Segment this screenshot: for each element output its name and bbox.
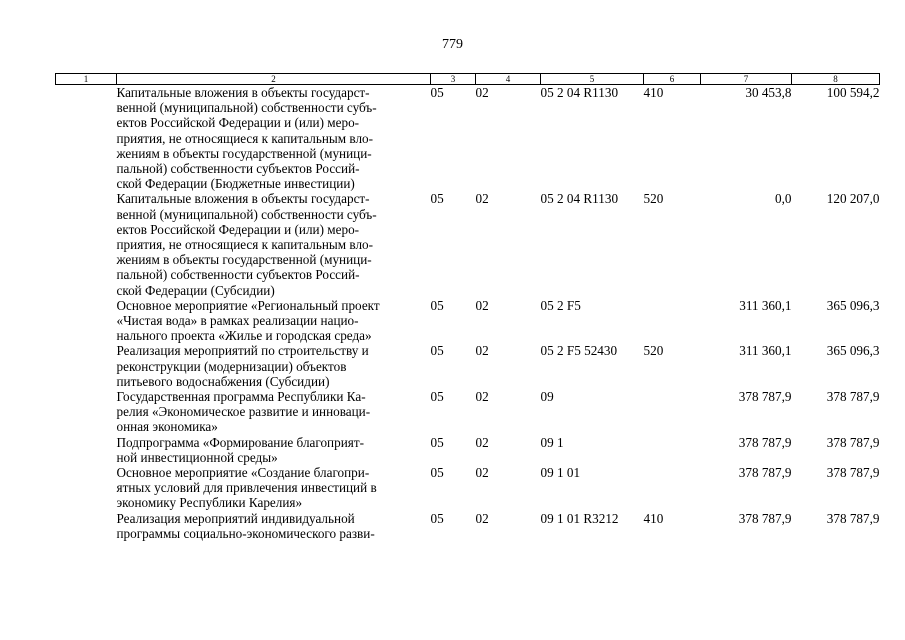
cell-section: 05 — [430, 343, 444, 359]
name-line: ектов Российской Федерации и (или) меро- — [116, 115, 360, 131]
name-line: нального проекта «Жилье и городская среда» — [116, 328, 372, 344]
cell-amount-year-1: 378 787,9 — [738, 434, 792, 450]
cell-amount-year-1: 378 787,9 — [738, 465, 792, 481]
name-line: Основное мероприятие «Создание благопри- — [116, 465, 370, 481]
column-header: 6 — [644, 74, 701, 85]
cell-subsection: 02 — [475, 85, 489, 100]
cell-amount-year-1: 30 453,8 — [745, 85, 792, 100]
cell-amount-year-2: 378 787,9 — [826, 465, 880, 481]
cell-col-1 — [56, 85, 117, 192]
column-header: 2 — [117, 74, 431, 85]
name-line: ской Федерации (Субсидии) — [116, 282, 275, 298]
cell-target-code: 09 1 01 — [540, 465, 581, 481]
name-line: ской Федерации (Бюджетные инвестиции) — [116, 176, 355, 192]
cell-amount-year-2: 378 787,9 — [826, 510, 880, 526]
name-line: пальной) собственности субъектов Россий- — [116, 161, 360, 177]
cell-section: 05 — [430, 297, 444, 313]
column-header: 3 — [431, 74, 476, 85]
cell-target-code: 09 1 — [540, 434, 564, 450]
column-header: 4 — [476, 74, 541, 85]
cell-amount-year-1: 378 787,9 — [738, 510, 792, 526]
name-line: Капитальные вложения в объекты государст- — [116, 191, 370, 207]
name-line: ектов Российской Федерации и (или) меро- — [116, 221, 360, 237]
cell-col-1 — [56, 465, 117, 511]
name-line: реконструкции (модернизации) объектов — [116, 358, 347, 374]
cell-subsection: 02 — [475, 510, 489, 526]
cell-expense-type: 410 — [643, 85, 664, 100]
cell-subsection: 02 — [475, 465, 489, 481]
name-line: питьевого водоснабжения (Субсидии) — [116, 373, 330, 389]
name-line: программы социально-экономического разви- — [116, 525, 375, 541]
cell-subsection: 02 — [475, 343, 489, 359]
name-line: ной инвестиционной среды» — [116, 449, 278, 465]
cell-col-1 — [56, 511, 117, 541]
cell-subsection: 02 — [475, 434, 489, 450]
cell-amount-year-2: 378 787,9 — [826, 434, 880, 450]
name-line: Реализация мероприятий индивидуальной — [116, 510, 355, 526]
column-header: 7 — [701, 74, 792, 85]
cell-name — [117, 85, 431, 192]
cell-amount-year-2: 365 096,3 — [826, 297, 880, 313]
name-line: ятных условий для привлечения инвестиций в — [116, 480, 377, 496]
cell-section: 05 — [430, 510, 444, 526]
table-row — [56, 465, 880, 511]
cell-col-1 — [56, 435, 117, 465]
column-header: 8 — [792, 74, 880, 85]
cell-amount-year-2: 365 096,3 — [826, 343, 880, 359]
name-line: пальной) собственности субъектов Россий- — [116, 267, 360, 283]
name-line: релия «Экономическое развитие и инноваци- — [116, 404, 371, 420]
cell-col-1 — [56, 191, 117, 297]
cell-expense-type — [644, 298, 701, 344]
name-line: Реализация мероприятий по строительству и — [116, 343, 369, 359]
cell-target-code: 05 2 04 R1130 — [540, 191, 619, 207]
cell-target-code: 05 2 F5 52430 — [540, 343, 618, 359]
cell-amount-year-2: 378 787,9 — [826, 389, 880, 405]
cell-target-code: 09 — [540, 389, 554, 405]
cell-name — [117, 465, 431, 511]
cell-expense-type: 520 — [643, 343, 664, 359]
table-row — [56, 511, 880, 541]
cell-target-code: 09 1 01 R3212 — [540, 510, 619, 526]
cell-amount-year-1: 0,0 — [775, 191, 792, 207]
name-line: онная экономика» — [116, 419, 218, 435]
cell-expense-type — [644, 435, 701, 465]
cell-col-1 — [56, 389, 117, 435]
name-line: Подпрограмма «Формирование благоприят- — [116, 434, 364, 450]
name-line: жениям в объекты государственной (муници- — [116, 252, 372, 268]
cell-col-1 — [56, 343, 117, 389]
column-number-header — [56, 74, 880, 85]
name-line: венной (муниципальной) собственности субъ- — [116, 206, 377, 222]
name-line: приятия, не относящиеся к капитальным вло- — [116, 237, 374, 253]
column-header: 5 — [541, 74, 644, 85]
cell-section: 05 — [430, 85, 444, 100]
name-line: Капитальные вложения в объекты государст- — [116, 85, 370, 100]
cell-amount-year-2: 120 207,0 — [826, 191, 880, 207]
table-row — [56, 435, 880, 465]
table-row — [56, 389, 880, 435]
cell-expense-type: 410 — [643, 510, 664, 526]
cell-name — [117, 511, 431, 541]
cell-section: 05 — [430, 191, 444, 207]
cell-expense-type: 520 — [643, 191, 664, 207]
table-row — [56, 85, 880, 192]
page-number: 779 — [442, 37, 463, 52]
name-line: «Чистая вода» в рамках реализации нацио- — [116, 313, 359, 329]
cell-target-code: 05 2 04 R1130 — [540, 85, 619, 100]
budget-table — [55, 73, 880, 541]
name-line: жениям в объекты государственной (муници- — [116, 145, 372, 161]
name-line: Государственная программа Республики Ка- — [116, 389, 366, 405]
name-line: приятия, не относящиеся к капитальным вло- — [116, 130, 374, 146]
cell-subsection: 02 — [475, 297, 489, 313]
cell-section: 05 — [430, 389, 444, 405]
cell-target-code: 05 2 F5 — [540, 297, 581, 313]
cell-expense-type — [644, 389, 701, 435]
table-row — [56, 343, 880, 389]
cell-amount-year-1: 311 360,1 — [739, 297, 792, 313]
column-header: 1 — [56, 74, 117, 85]
cell-name — [117, 298, 431, 344]
cell-name — [117, 191, 431, 297]
cell-name — [117, 435, 431, 465]
name-line: экономику Республики Карелия» — [116, 495, 303, 511]
cell-subsection: 02 — [475, 389, 489, 405]
name-line: венной (муниципальной) собственности субъ- — [116, 100, 377, 116]
cell-name — [117, 389, 431, 435]
name-line: Основное мероприятие «Региональный проект — [116, 297, 380, 313]
cell-section: 05 — [430, 434, 444, 450]
table-row — [56, 191, 880, 297]
cell-expense-type — [644, 465, 701, 511]
cell-col-1 — [56, 298, 117, 344]
cell-amount-year-1: 378 787,9 — [738, 389, 792, 405]
cell-amount-year-1: 311 360,1 — [739, 343, 792, 359]
table-row — [56, 298, 880, 344]
cell-subsection: 02 — [475, 191, 489, 207]
table-body — [56, 85, 880, 542]
cell-name — [117, 343, 431, 389]
cell-amount-year-2: 100 594,2 — [826, 85, 880, 100]
cell-section: 05 — [430, 465, 444, 481]
